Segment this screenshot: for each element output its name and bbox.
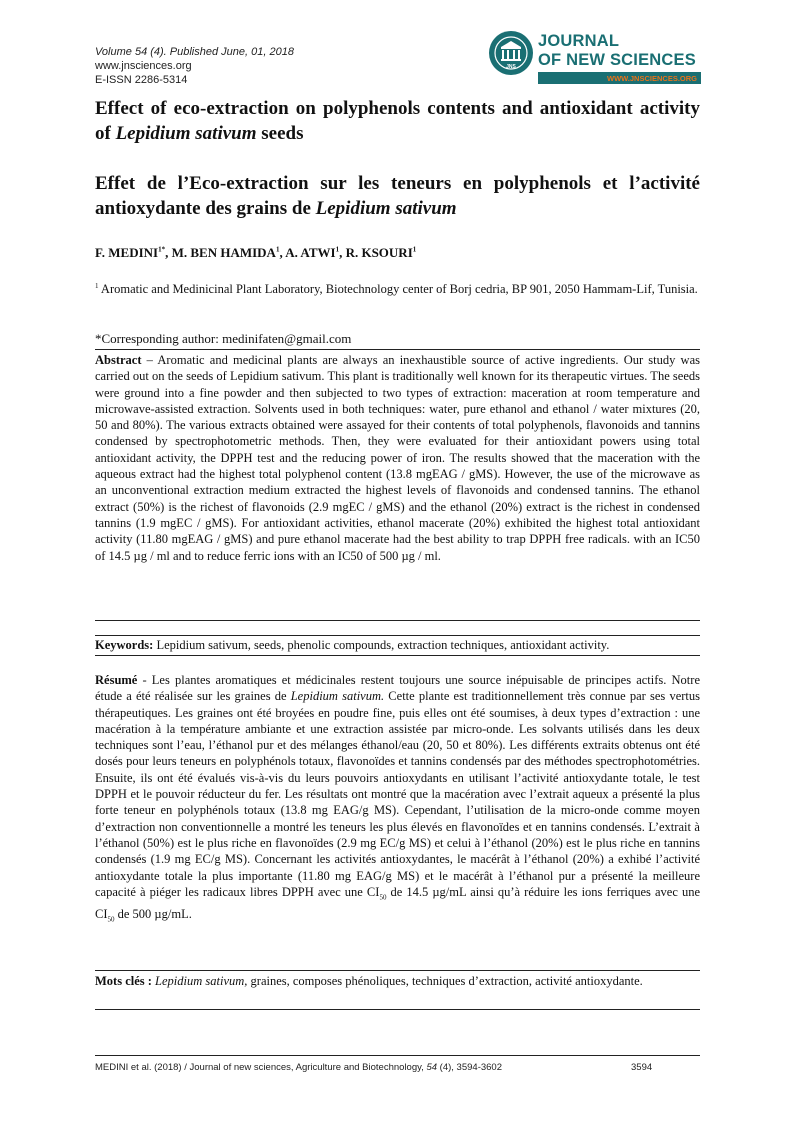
divider xyxy=(95,620,700,621)
mots-cles-label: Mots clés : xyxy=(95,974,152,988)
journal-emblem-icon xyxy=(488,30,534,76)
issn-line: E-ISSN 2286-5314 xyxy=(95,74,188,86)
divider xyxy=(95,635,700,636)
website-line: www.jnsciences.org xyxy=(95,60,192,72)
volume-line: Volume 54 (4). Published June, 01, 2018 xyxy=(95,46,294,58)
title-english: Effect of eco-extraction on polyphenols contents and antioxidant activity of Lepidium sativum seeds xyxy=(95,98,700,144)
divider xyxy=(95,349,700,350)
footer-citation: MEDINI et al. (2018) / Journal of new sciences, Agriculture and Biotechnology, 54 (4), 3594-3602 xyxy=(95,1062,502,1073)
journal-meta xyxy=(95,45,294,87)
author: F. MEDINI xyxy=(95,245,159,260)
journal-logo xyxy=(488,28,703,90)
mots-cles: Mots clés : Lepidium sativum, graines, composes phénoliques, techniques d’extraction, activité antioxydante. xyxy=(95,974,643,988)
title-french-species: Lepidium sativum xyxy=(315,198,457,219)
abstract-text: – Aromatic and medicinal plants are always an inexhaustible source of active ingredients. Our study was carried out on the seeds of Lepidium sativum. This plant is traditionally well known for its therapeutic virtues. The seeds were ground into a fine powder and then subjected to two types of extraction: maceration at room temperature and microwave-assisted extraction. Solvents used in both techniques: water, pure ethanol and ethanol / water mixtures (20, 50 and 80%). The various extracts obtained were assayed for their contents of total polyphenols, flavonoids and tannins condensed by spectrophotometric methods. Then, they were evaluated for their antioxidant powers using total antioxidant activity, the DPPH test and the reducing power of iron. The results showed that the maceration with the aqueous extract had the highest total polyphenol content (13.8 mgEAG / gMS). However, the use of the microwave as an unconventional extraction medium extracted the highest levels of flavonoids and condensed tannins. The ethanol extract (50%) is the richest of flavonoids (2.9 mgEC / gMS) and the ethanol (20%) extract is the richest in condensed tannins (1.9 mgEC / gMS). For antioxidant activities, ethanol macerate (20%) exhibited the highest total antioxidant activity (11.80 mgEAG / gMS) and pure ethanol macerate had the best ability to trap DPPH free radicals. with an IC50 of 14.5 µg / ml and to reduce ferric ions with an IC50 of 500 µg / ml. xyxy=(95,353,700,563)
divider xyxy=(95,655,700,656)
author: R. KSOURI xyxy=(345,245,413,260)
resume-label: Résumé xyxy=(95,673,138,687)
divider xyxy=(95,970,700,971)
affiliation: $^1$ Aromatic and Medinicinal Plant Laboratory, Biotechnology center of Borj cedria, BP 901, 2050 Hammam-Lif, Tunisia. xyxy=(95,281,698,296)
title-french: Effet de l’Eco-extraction sur les teneurs en polyphenols et l’activité antioxydante des grains de Lepidium sativum xyxy=(95,173,700,219)
abstract xyxy=(95,352,700,564)
logo-title-line1: JOURNAL xyxy=(538,32,620,50)
logo-title-line2: OF NEW SCIENCES xyxy=(538,51,696,69)
resume-species: Lepidium sativum. xyxy=(290,689,385,704)
divider xyxy=(95,1009,700,1010)
mots-cles-species: Lepidium sativum, xyxy=(151,974,248,988)
title-english-species: Lepidium sativum xyxy=(115,123,257,144)
resume: Résumé - Les plantes aromatiques et médicinales restent toujours une source inépuisable de principes actifs. Notre étude a été réalisée sur les graines de Lepidium sativum. Cette plante est traditionnellement très connue par ses vertus thérapeutiques. Les graines ont été broyées en poudre fine, puis elles ont été soumises, à deux types d’extraction : une macération à la température ambiante et une extraction assistée par micro-onde. Les solvants utilisés dans les deux techniques sont l’eau, l’éthanol pur et des mélanges éthanol/eau (20, 50 et 80%). Les différents extraits obtenus ont été dosés pour leurs teneurs en polyphénols totaux, flavonoïdes et tannins condensés par des méthodes spectrophotométries. Ensuite, ils ont été évalués vis-à-vis du leurs pouvoirs antioxydants en utilisant l’activité antioxydante totale, le test DPPH et le pouvoir réducteur du fer. Les résultats ont montré que la macération avec l’extrait aqueux a présenté la plus forte teneur en polyphénols totaux (13.8 mg EAG/g MS). Cependant, l’utilisation de la micro-onde comme moyen d’extraction non conventionnelle a montré les teneurs les plus élevés en flavonoïdes et en tannins condensés. L’extrait à l’éthanol (50%) est le plus riche en flavonoïdes (2.9 mg EC/g MS) et celui à l’éthanol (20%) est le plus riche en tannins condensés (1.9 mg EC/g MS). Concernant les activités antioxydantes, le macérât à l’éthanol (20%) a exhibé l’activité antioxydante totale la plus importante (11.80 mg EAG/g MS) et le macérât à l’éthanol pur a présenté la meilleure capacité à piéger les radicaux libres DPPH avec une $CI_{50}$ de 14.5 µg/mL ainsi qu’à réduire les ions ferriques avec une $CI_{50}$ de 500 µg/mL. xyxy=(95,673,700,924)
logo-url: WWW.JNSCIENCES.ORG xyxy=(606,74,697,83)
abstract-label: Abstract xyxy=(95,353,142,367)
author-list: F. $MEDINI^{1*}$, M. BEN HAMIDA$^1$, A. ATWI$^1$, R. KSOURI$^1$ xyxy=(95,245,417,260)
corresponding-author: *Corresponding author: medinifaten@gmail.com xyxy=(95,331,352,346)
footer-rule xyxy=(95,1055,700,1056)
svg-text:JNS: JNS xyxy=(506,64,516,70)
author: M. BEN HAMIDA xyxy=(171,245,276,260)
keywords-text: Lepidium sativum, seeds, phenolic compounds, extraction techniques, antioxidant activity. xyxy=(153,638,610,652)
author: A. ATWI xyxy=(285,245,336,260)
keywords xyxy=(95,637,700,653)
keywords-label: Keywords: xyxy=(95,638,154,652)
page-number: 3594 xyxy=(631,1062,653,1073)
